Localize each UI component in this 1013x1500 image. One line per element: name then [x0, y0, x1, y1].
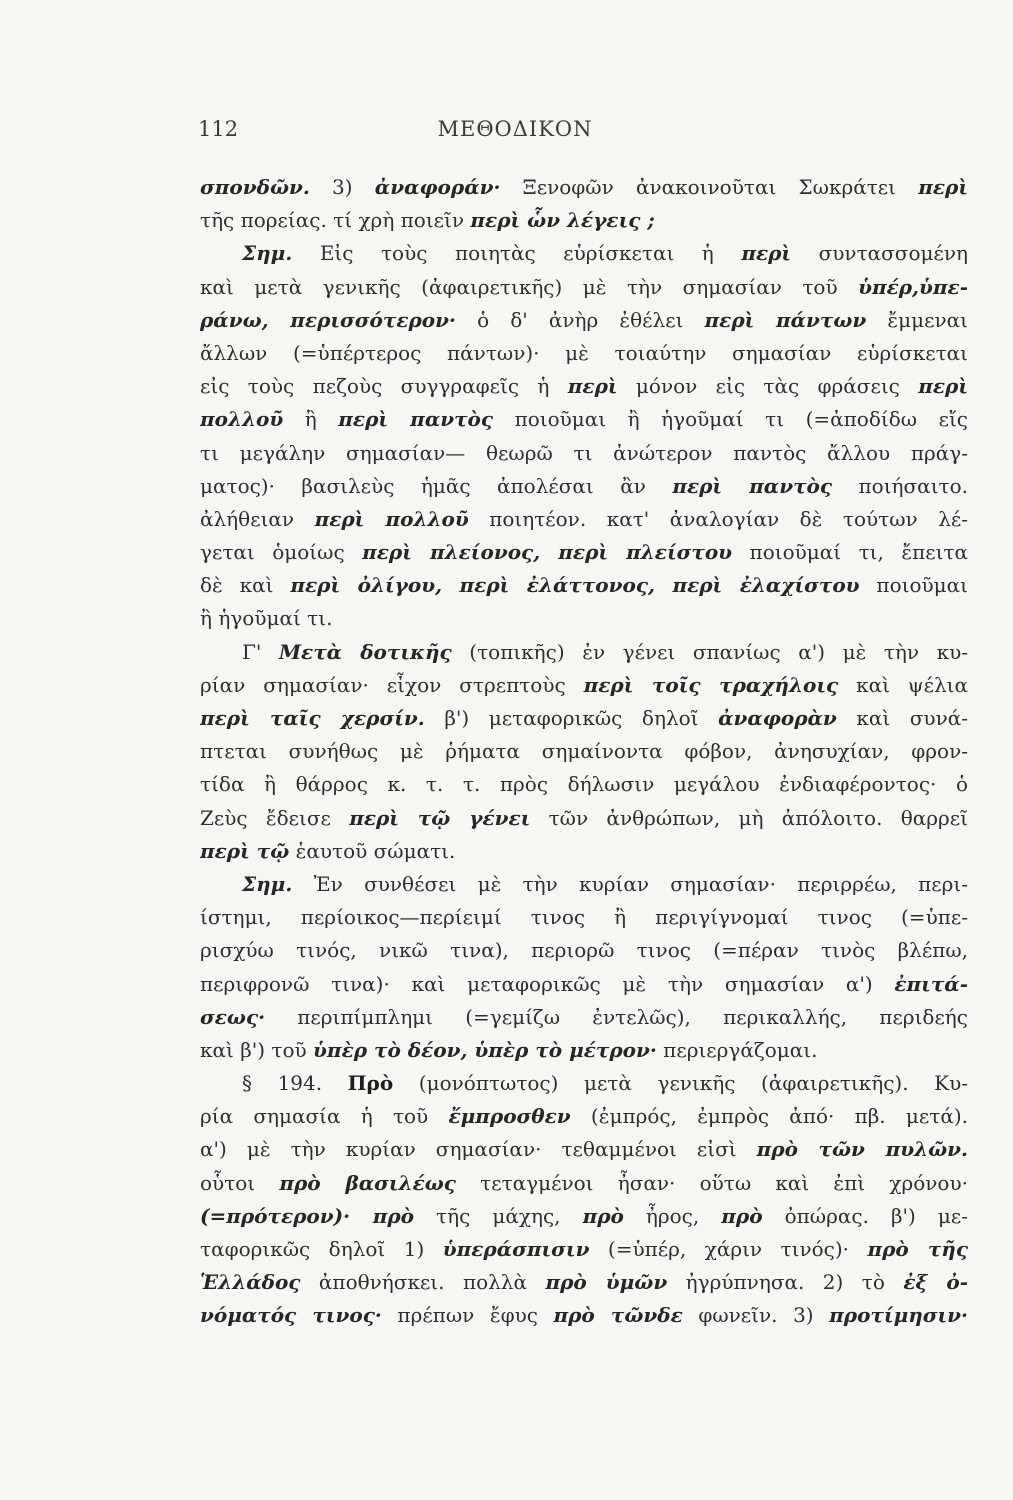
text-line [200, 1034, 968, 1067]
emphasized-text: ὑπέρ,ὑπε- [858, 274, 968, 299]
text-segment: ἢ [283, 407, 339, 432]
text-segment: δὲ καὶ [200, 573, 291, 598]
text-segment: φωνεῖν. 3) [682, 1303, 830, 1328]
text-segment: α') μὲ τὴν κυρίαν σημασίαν· τεθαμμένοι εἰσὶ [200, 1137, 757, 1162]
text-segment: ποιοῦμαι [859, 573, 968, 598]
emphasized-text: νόματός τινος· [200, 1303, 382, 1328]
text-segment: β') μεταφορικῶς δηλοῖ [424, 706, 719, 730]
text-segment: Ζεὺς ἔδεισε [200, 805, 350, 830]
text-line [200, 171, 968, 204]
text-line [200, 470, 968, 503]
body-text [200, 171, 968, 1333]
text-segment: ἦρος, [623, 1203, 722, 1228]
text-segment: πτεται συνήθως μὲ ῥήματα σημαίνοντα φόβον, ἀνησυχίαν, φρον- [200, 739, 968, 764]
text-line [200, 204, 968, 237]
text-line [200, 868, 968, 901]
emphasized-text: πρὸ τῶνδε [553, 1303, 683, 1328]
text-line [200, 337, 968, 370]
text-segment: ἔμμεναι [866, 307, 968, 332]
emphasized-text: περὶ ταῖς χερσίν. [200, 706, 425, 730]
text-line [200, 271, 968, 304]
emphasized-text: περὶ παντὸς [338, 407, 494, 432]
text-line [200, 437, 968, 470]
text-segment: ἢ ἡγοῦμαί τι. [200, 606, 333, 631]
text-line [200, 370, 968, 403]
text-line [200, 1299, 968, 1332]
text-line [200, 1001, 968, 1034]
text-segment: ὁ δ' ἀνὴρ ἐθέλει [456, 307, 705, 332]
emphasized-text: σπονδῶν. [200, 175, 310, 199]
emphasized-text: ἀναφορὰν [718, 706, 837, 730]
text-segment: ποιοῦμαί τι, ἔπειτα [732, 540, 968, 565]
text-segment: ἑαυτοῦ σώματι. [289, 838, 456, 863]
emphasized-text: περὶ [918, 374, 968, 399]
emphasized-text: πολλοῦ [200, 407, 284, 432]
text-segment: Ἐν συνθέσει μὲ τὴν κυρίαν σημασίαν· περιρρέω, περι- [292, 871, 968, 896]
text-line [200, 735, 968, 768]
emphasized-text: περὶ τῷ γένει [349, 805, 531, 830]
emphasized-text: Σημ. [242, 241, 293, 266]
text-segment: ἀλήθειαν [200, 506, 315, 531]
page-number: 112 [198, 117, 239, 141]
text-line [200, 934, 968, 967]
emphasized-text: ἐξ ὀ- [903, 1270, 968, 1295]
emphasized-text: πρὸ [721, 1203, 763, 1228]
text-line [200, 968, 968, 1001]
text-segment: οὗτοι [200, 1170, 280, 1195]
emphasized-text: ἐπιτά- [894, 971, 968, 996]
text-segment: (ἐμπρός, ἐμπρὸς ἀπό· πβ. μετά). [570, 1104, 968, 1129]
running-title: ΜΕΘΟΔΙΚΟΝ [437, 117, 593, 141]
text-segment: τι μεγάλην σημασίαν— θεωρῶ τι ἀνώτερον παντὸς ἄλλου πράγ- [200, 440, 968, 465]
text-line [200, 569, 968, 602]
text-line [200, 1266, 968, 1299]
text-segment: ποιοῦμαι ἢ ἡγοῦμαί τι (=ἀποδίδω εἴς [493, 407, 968, 432]
text-segment: (=ὑπέρ, χάριν τινός)· [589, 1237, 868, 1261]
text-segment: μόνον εἰς τὰς φράσεις [617, 374, 919, 399]
text-segment: ταφορικῶς δηλοῖ 1) [200, 1237, 443, 1261]
emphasized-text: περὶ τῷ [200, 838, 290, 863]
text-segment: πρέπων ἔφυς [381, 1303, 554, 1328]
text-line [200, 403, 968, 436]
text-segment: (τοπικῆς) ἐν γένει σπανίως α') μὲ τὴν κυ- [451, 639, 968, 664]
emphasized-text: περὶ παντὸς [672, 473, 833, 498]
emphasized-text: ὑπὲρ τὸ δέον, ὑπὲρ τὸ μέτρον· [313, 1037, 657, 1062]
text-segment: ἀποθνήσκει. πολλὰ [300, 1270, 546, 1295]
emphasized-text: ἔμπροσθεν [448, 1104, 571, 1129]
emphasized-text: περὶ ὧν λέγεις ; [470, 208, 655, 233]
emphasized-text: περὶ [918, 175, 968, 199]
text-line [200, 304, 968, 337]
text-line [200, 602, 968, 635]
text-segment: τῆς πορείας. τί χρὴ ποιεῖν [200, 208, 471, 233]
emphasized-text: Μετὰ δοτικῆς [278, 639, 452, 664]
text-segment: ποιήσαιτο. [832, 473, 968, 498]
text-segment: ίστημι, περίοικος—περίειμί τινος ἢ περιγίγνομαί τινος (=ὑπε- [200, 905, 968, 930]
text-segment: ρίαν σημασίαν· εἶχον στρεπτοὺς [200, 672, 584, 697]
emphasized-text: ὑπεράσπισιν [442, 1237, 590, 1261]
text-line [200, 669, 968, 702]
emphasized-text: πρὸ ὑμῶν [545, 1270, 668, 1295]
text-segment: ρισχύω τινός, νικῶ τινα), περιορῶ τινος (=πέραν τινὸς βλέπω, [200, 938, 968, 963]
text-segment: § 194. [242, 1071, 348, 1096]
text-line [200, 768, 968, 801]
emphasized-text: περὶ τοῖς τραχήλοις [583, 672, 839, 697]
emphasized-text: περὶ πάντων [704, 307, 867, 332]
emphasized-text: (=πρότερον)· πρὸ [200, 1203, 414, 1228]
text-segment: καὶ β') τοῦ [200, 1037, 314, 1062]
text-line [200, 702, 968, 735]
text-segment: συντασσομένη [791, 241, 968, 266]
text-segment: καὶ μετὰ γενικῆς (ἀφαιρετικῆς) μὲ τὴν σημασίαν τοῦ [200, 274, 859, 299]
text-line [200, 835, 968, 868]
text-segment: 3) [309, 175, 375, 199]
text-segment: ρία σημασία ἡ τοῦ [200, 1104, 449, 1129]
emphasized-text: περὶ [741, 241, 792, 266]
emphasized-text: περὶ ὀλίγου, περὶ ἐλάττονος, περὶ ἐλαχίστου [290, 573, 860, 598]
text-segment: ματος)· βασιλεὺς ἡμᾶς ἀπολέσαι ἂν [200, 473, 673, 498]
emphasized-text: Σημ. [242, 871, 293, 896]
text-segment: Γ' [242, 639, 279, 664]
text-line [200, 1100, 968, 1133]
text-segment: περιφρονῶ τινα)· καὶ μεταφορικῶς μὲ τὴν σημασίαν α') [200, 971, 895, 996]
text-segment: περιεργάζομαι. [656, 1037, 818, 1062]
text-segment: (μονόπτωτος) μετὰ γενικῆς (ἀφαιρετικῆς). Κυ- [393, 1071, 968, 1096]
text-line [200, 503, 968, 536]
text-segment: Εἰς τοὺς ποιητὰς εὑρίσκεται ἡ [292, 241, 742, 266]
text-segment: γεται ὁμοίως [200, 540, 363, 565]
text-segment: ὀπώρας. β') με- [762, 1203, 968, 1228]
text-line [200, 536, 968, 569]
text-segment: εἰς τοὺς πεζοὺς συγγραφεῖς ἡ [200, 374, 568, 399]
text-segment: ἠγρύπνησα. 2) τὸ [667, 1270, 904, 1295]
emphasized-text: περὶ πλείονος, περὶ πλείστου [362, 540, 733, 565]
text-line [200, 636, 968, 669]
text-line [200, 1200, 968, 1233]
text-line [200, 1067, 968, 1100]
text-segment: Ξενοφῶν ἀνακοινοῦται Σωκράτει [500, 175, 919, 199]
text-segment: ποιητέον. κατ' ἀναλογίαν δὲ τούτων λέ- [468, 506, 968, 531]
text-line [200, 1133, 968, 1166]
text-segment: καὶ συνά- [836, 706, 968, 730]
emphasized-text: Ἑλλάδος [200, 1270, 301, 1295]
text-line [200, 1167, 968, 1200]
emphasized-text: πρὸ τῆς [867, 1237, 968, 1261]
text-segment: ἄλλων (=ὑπέρτερος πάντων)· μὲ τοιαύτην σημασίαν εὑρίσκεται [200, 340, 968, 365]
text-line [200, 901, 968, 934]
emphasized-text: περὶ [567, 374, 618, 399]
emphasized-text: προτίμησιν· [829, 1303, 968, 1328]
emphasized-text: πρὸ τῶν πυλῶν. [756, 1137, 968, 1162]
emphasized-text: ἀναφοράν· [374, 175, 501, 199]
text-segment: τίδα ἢ θάρρος κ. τ. τ. πρὸς δήλωσιν μεγάλου ἐνδιαφέροντος· ὁ [200, 772, 968, 797]
text-segment: τῶν ἀνθρώπων, μὴ ἀπόλοιτο. θαρρεῖ [530, 805, 968, 830]
emphasized-text: πρὸ βασιλέως [279, 1170, 456, 1195]
text-segment: τεταγμένοι ἦσαν· οὕτω καὶ ἐπὶ χρόνου· [455, 1170, 968, 1195]
text-line [200, 802, 968, 835]
emphasized-text: περὶ πολλοῦ [314, 506, 469, 531]
text-segment: τῆς μάχης, [414, 1203, 583, 1228]
text-line [200, 237, 968, 270]
text-line [200, 1233, 968, 1266]
emphasized-text: πρὸ [582, 1203, 624, 1228]
emphasized-text: ράνω, περισσότερον· [200, 307, 456, 332]
emphasized-text: σεως· [200, 1004, 266, 1029]
text-segment: περιπίμπλημι (=γεμίζω ἐντελῶς), περικαλλής, περιδεής [265, 1004, 968, 1029]
text-segment: καὶ ψέλια [838, 672, 968, 697]
bold-headword: Πρὸ [347, 1071, 394, 1096]
